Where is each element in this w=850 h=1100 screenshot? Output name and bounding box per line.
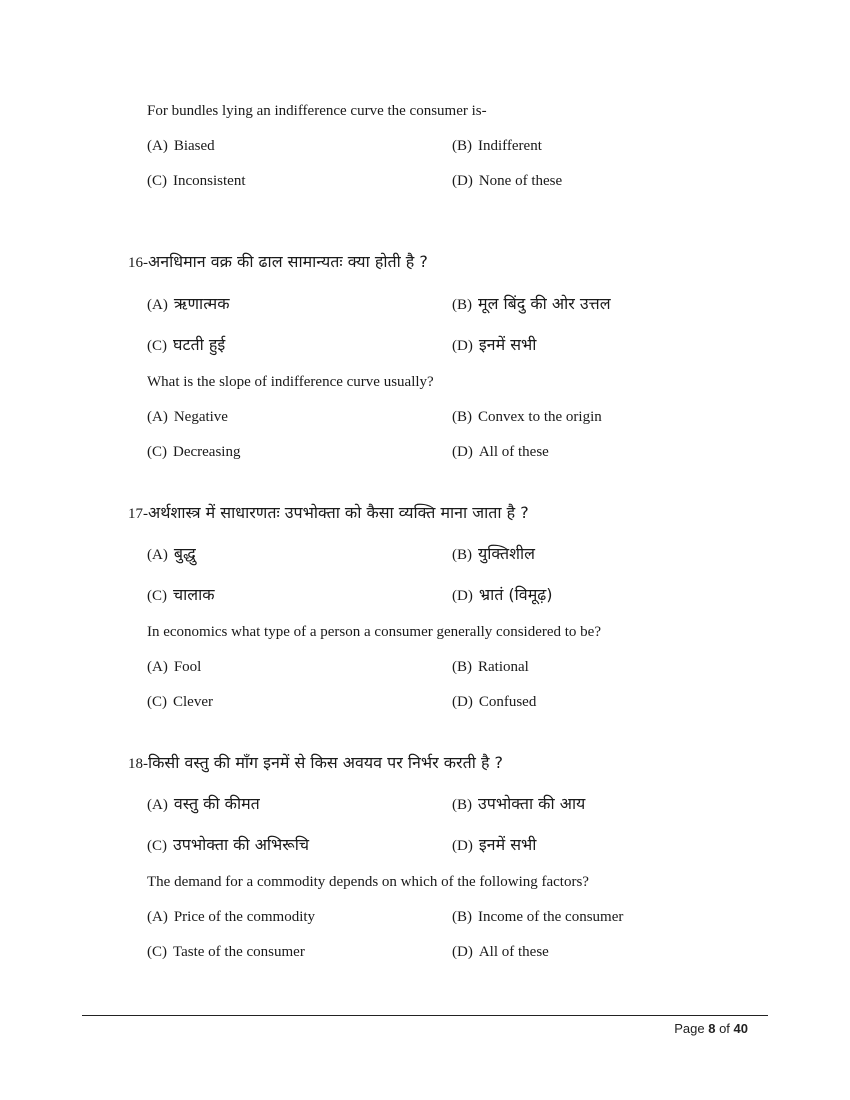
q18-question-en: The demand for a commodity depends on which of the following factors? (147, 874, 589, 890)
q16-option-en-b: (B) Convex to the origin (452, 409, 602, 425)
q16-option-hi-c: (C) घटती हुई (147, 335, 226, 354)
q17-question-hi: 17-अर्थशास्त्र में साधारणतः उपभोक्ता को कैसा व्यक्ति माना जाता है ? (128, 503, 529, 522)
q17-option-hi-b: (B) युक्तिशील (452, 544, 535, 563)
q16-question-en: What is the slope of indifference curve usually? (147, 374, 434, 390)
q17-option-en-d: (D) Confused (452, 694, 537, 710)
q16-option-en-a: (A) Negative (147, 409, 228, 425)
q15-option-a: (A) Biased (147, 138, 215, 154)
page-number: Page 8 of 40 (674, 1021, 748, 1036)
q18-option-en-d: (D) All of these (452, 944, 549, 960)
q17-option-hi-c: (C) चालाक (147, 585, 215, 604)
q17-option-hi-d: (D) भ्रातं (विमूढ़) (452, 585, 553, 604)
q17-option-en-c: (C) Clever (147, 694, 213, 710)
q17-option-en-b: (B) Rational (452, 659, 529, 675)
q18-question-hi: 18-किसी वस्तु की माँग इनमें से किस अवयव पर निर्भर करती है ? (128, 753, 504, 772)
q16-option-hi-b: (B) मूल बिंदु की ओर उत्तल (452, 294, 611, 313)
q18-option-hi-b: (B) उपभोक्ता की आय (452, 794, 586, 813)
q18-option-en-c: (C) Taste of the consumer (147, 944, 305, 960)
q15-option-b: (B) Indifferent (452, 138, 542, 154)
q17-option-en-a: (A) Fool (147, 659, 202, 675)
q16-question-hi: 16-अनधिमान वक्र की ढाल सामान्यतः क्या होती है ? (128, 252, 428, 271)
q16-option-hi-a: (A) ऋणात्मक (147, 294, 230, 313)
q18-option-en-b: (B) Income of the consumer (452, 909, 624, 925)
q15-option-c: (C) Inconsistent (147, 173, 246, 189)
q15-option-d: (D) None of these (452, 173, 563, 189)
q16-option-en-d: (D) All of these (452, 444, 549, 460)
q18-option-hi-d: (D) इनमें सभी (452, 835, 537, 854)
q18-option-hi-a: (A) वस्तु की कीमत (147, 794, 260, 813)
q18-option-hi-c: (C) उपभोक्ता की अभिरूचि (147, 835, 310, 854)
q17-question-en: In economics what type of a person a consumer generally considered to be? (147, 624, 601, 640)
q18-option-en-a: (A) Price of the commodity (147, 909, 316, 925)
q17-option-hi-a: (A) बुद्धु (147, 544, 196, 563)
q16-option-en-c: (C) Decreasing (147, 444, 241, 460)
q15-question-en: For bundles lying an indifference curve the consumer is- (147, 103, 487, 119)
q16-option-hi-d: (D) इनमें सभी (452, 335, 537, 354)
footer-divider (82, 1015, 768, 1016)
